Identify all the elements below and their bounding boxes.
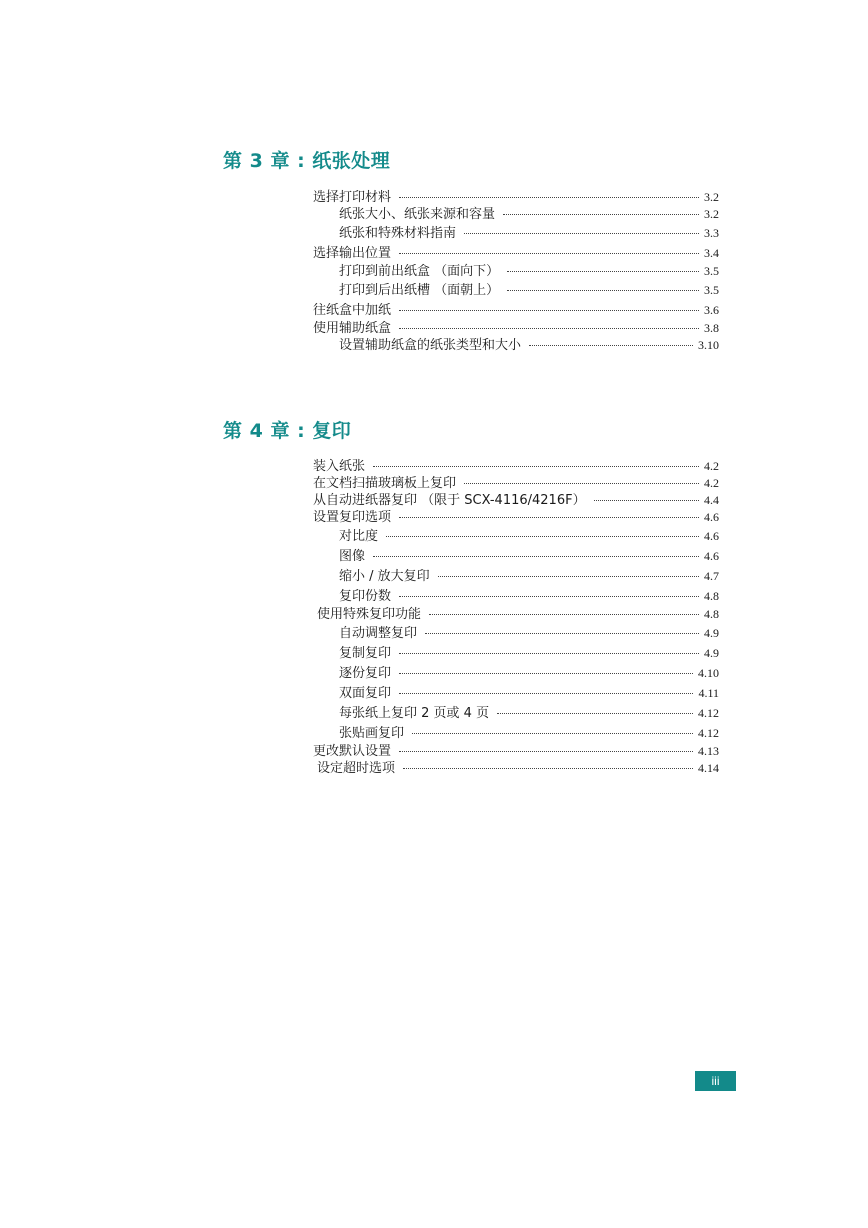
toc-entry-page: 4.8 bbox=[704, 607, 719, 621]
toc-entry[interactable] bbox=[313, 206, 719, 223]
toc-entry-page: 4.12 bbox=[698, 706, 719, 720]
dot-leader bbox=[399, 253, 699, 254]
dot-leader bbox=[594, 500, 699, 501]
toc-entry-label: 从自动进纸器复印 （限于 SCX-4116/4216F） bbox=[313, 493, 586, 508]
toc-entry-page: 4.6 bbox=[704, 549, 719, 563]
toc-entry[interactable] bbox=[313, 280, 719, 300]
dot-leader bbox=[403, 768, 693, 769]
dot-leader bbox=[507, 290, 699, 291]
dot-leader bbox=[429, 614, 699, 615]
toc-entry-label: 对比度 bbox=[339, 529, 379, 544]
toc-entry-page: 3.5 bbox=[704, 264, 719, 278]
toc-entry-page: 3.10 bbox=[698, 338, 719, 352]
toc-entry-page: 3.5 bbox=[704, 283, 719, 297]
dot-leader bbox=[399, 197, 699, 198]
dot-leader bbox=[529, 345, 693, 346]
toc-entry-page: 4.6 bbox=[704, 529, 719, 543]
dot-leader bbox=[503, 214, 699, 215]
toc-entry[interactable] bbox=[313, 458, 719, 475]
dot-leader bbox=[399, 653, 699, 654]
chapter-3-toc bbox=[313, 189, 719, 354]
toc-entry[interactable] bbox=[313, 566, 719, 586]
toc-entry-label: 双面复印 bbox=[339, 686, 392, 701]
toc-entry-page: 4.9 bbox=[704, 626, 719, 640]
chapter-3-title: 第 3 章 : 纸张处理 bbox=[223, 150, 391, 172]
dot-leader bbox=[399, 596, 699, 597]
toc-entry-page: 3.8 bbox=[704, 321, 719, 335]
toc-entry-page: 4.4 bbox=[704, 493, 719, 507]
toc-entry[interactable] bbox=[313, 337, 719, 354]
toc-entry-label: 设定超时选项 bbox=[317, 761, 396, 776]
toc-entry[interactable] bbox=[313, 623, 719, 643]
dot-leader bbox=[497, 713, 693, 714]
toc-entry[interactable] bbox=[313, 526, 719, 546]
toc-entry[interactable] bbox=[313, 723, 719, 743]
dot-leader bbox=[399, 693, 693, 694]
toc-entry[interactable] bbox=[313, 320, 719, 337]
toc-entry-label: 在文档扫描玻璃板上复印 bbox=[313, 476, 457, 491]
toc-entry-label: 复制复印 bbox=[339, 646, 392, 661]
toc-entry[interactable] bbox=[313, 546, 719, 566]
toc-entry-page: 4.2 bbox=[704, 459, 719, 473]
dot-leader bbox=[373, 466, 699, 467]
toc-entry-label: 打印到前出纸盒 （面向下） bbox=[339, 264, 500, 279]
toc-entry[interactable] bbox=[313, 300, 719, 320]
toc-entry-page: 4.9 bbox=[704, 646, 719, 660]
dot-leader bbox=[507, 271, 699, 272]
toc-entry-label: 选择输出位置 bbox=[313, 246, 392, 261]
toc-entry-page: 4.7 bbox=[704, 569, 719, 583]
toc-entry-page: 4.13 bbox=[698, 744, 719, 758]
toc-entry-label: 逐份复印 bbox=[339, 666, 392, 681]
dot-leader bbox=[399, 310, 699, 311]
toc-entry[interactable] bbox=[313, 586, 719, 606]
chapter-4-toc bbox=[313, 458, 719, 777]
toc-entry-page: 4.2 bbox=[704, 476, 719, 490]
toc-entry[interactable] bbox=[313, 492, 719, 509]
toc-entry-page: 3.3 bbox=[704, 226, 719, 240]
dot-leader bbox=[373, 556, 699, 557]
toc-entry[interactable] bbox=[313, 606, 719, 623]
toc-entry-label: 设置辅助纸盒的纸张类型和大小 bbox=[339, 338, 522, 353]
toc-entry-label: 自动调整复印 bbox=[339, 626, 418, 641]
toc-entry-page: 3.2 bbox=[704, 190, 719, 204]
toc-entry-page: 4.6 bbox=[704, 510, 719, 524]
dot-leader bbox=[399, 751, 693, 752]
toc-entry-page: 4.10 bbox=[698, 666, 719, 680]
toc-entry[interactable] bbox=[313, 223, 719, 243]
toc-entry-page: 4.11 bbox=[698, 686, 719, 700]
toc-entry-label: 每张纸上复印 2 页或 4 页 bbox=[339, 706, 490, 721]
toc-entry-label: 缩小 / 放大复印 bbox=[339, 569, 430, 584]
toc-entry-page: 3.6 bbox=[704, 303, 719, 317]
toc-entry[interactable] bbox=[313, 760, 719, 777]
toc-entry-label: 使用辅助纸盒 bbox=[313, 321, 392, 336]
toc-entry-label: 复印份数 bbox=[339, 589, 392, 604]
toc-entry-page: 4.8 bbox=[704, 589, 719, 603]
toc-entry-label: 选择打印材料 bbox=[313, 190, 392, 205]
toc-entry-label: 张贴画复印 bbox=[339, 726, 405, 741]
toc-entry[interactable] bbox=[313, 663, 719, 683]
toc-entry[interactable] bbox=[313, 683, 719, 703]
dot-leader bbox=[386, 536, 699, 537]
toc-entry-label: 纸张和特殊材料指南 bbox=[339, 226, 457, 241]
dot-leader bbox=[399, 328, 699, 329]
toc-entry[interactable] bbox=[313, 475, 719, 492]
dot-leader bbox=[464, 233, 699, 234]
toc-entry-label: 图像 bbox=[339, 549, 366, 564]
dot-leader bbox=[438, 576, 699, 577]
page-number-badge: iii bbox=[695, 1071, 736, 1091]
toc-entry-label: 往纸盒中加纸 bbox=[313, 303, 392, 318]
dot-leader bbox=[399, 517, 699, 518]
toc-entry-page: 3.2 bbox=[704, 207, 719, 221]
dot-leader bbox=[412, 733, 693, 734]
toc-entry-label: 设置复印选项 bbox=[313, 510, 392, 525]
toc-entry-label: 更改默认设置 bbox=[313, 744, 392, 759]
toc-entry-page: 3.4 bbox=[704, 246, 719, 260]
toc-entry-page: 4.14 bbox=[698, 761, 719, 775]
dot-leader bbox=[399, 673, 693, 674]
toc-entry[interactable] bbox=[313, 243, 719, 263]
toc-entry-label: 装入纸张 bbox=[313, 459, 366, 474]
toc-entry[interactable] bbox=[313, 263, 719, 280]
toc-entry[interactable] bbox=[313, 509, 719, 526]
toc-entry-label: 使用特殊复印功能 bbox=[317, 607, 422, 622]
toc-entry[interactable] bbox=[313, 189, 719, 206]
toc-entry[interactable] bbox=[313, 743, 719, 760]
toc-entry-label: 打印到后出纸槽 （面朝上） bbox=[339, 283, 500, 298]
toc-entry-label: 纸张大小、纸张来源和容量 bbox=[339, 207, 496, 222]
chapter-4-title: 第 4 章 : 复印 bbox=[223, 420, 352, 442]
dot-leader bbox=[425, 633, 699, 634]
dot-leader bbox=[464, 483, 699, 484]
toc-entry-page: 4.12 bbox=[698, 726, 719, 740]
toc-entry[interactable] bbox=[313, 703, 719, 723]
toc-entry[interactable] bbox=[313, 643, 719, 663]
